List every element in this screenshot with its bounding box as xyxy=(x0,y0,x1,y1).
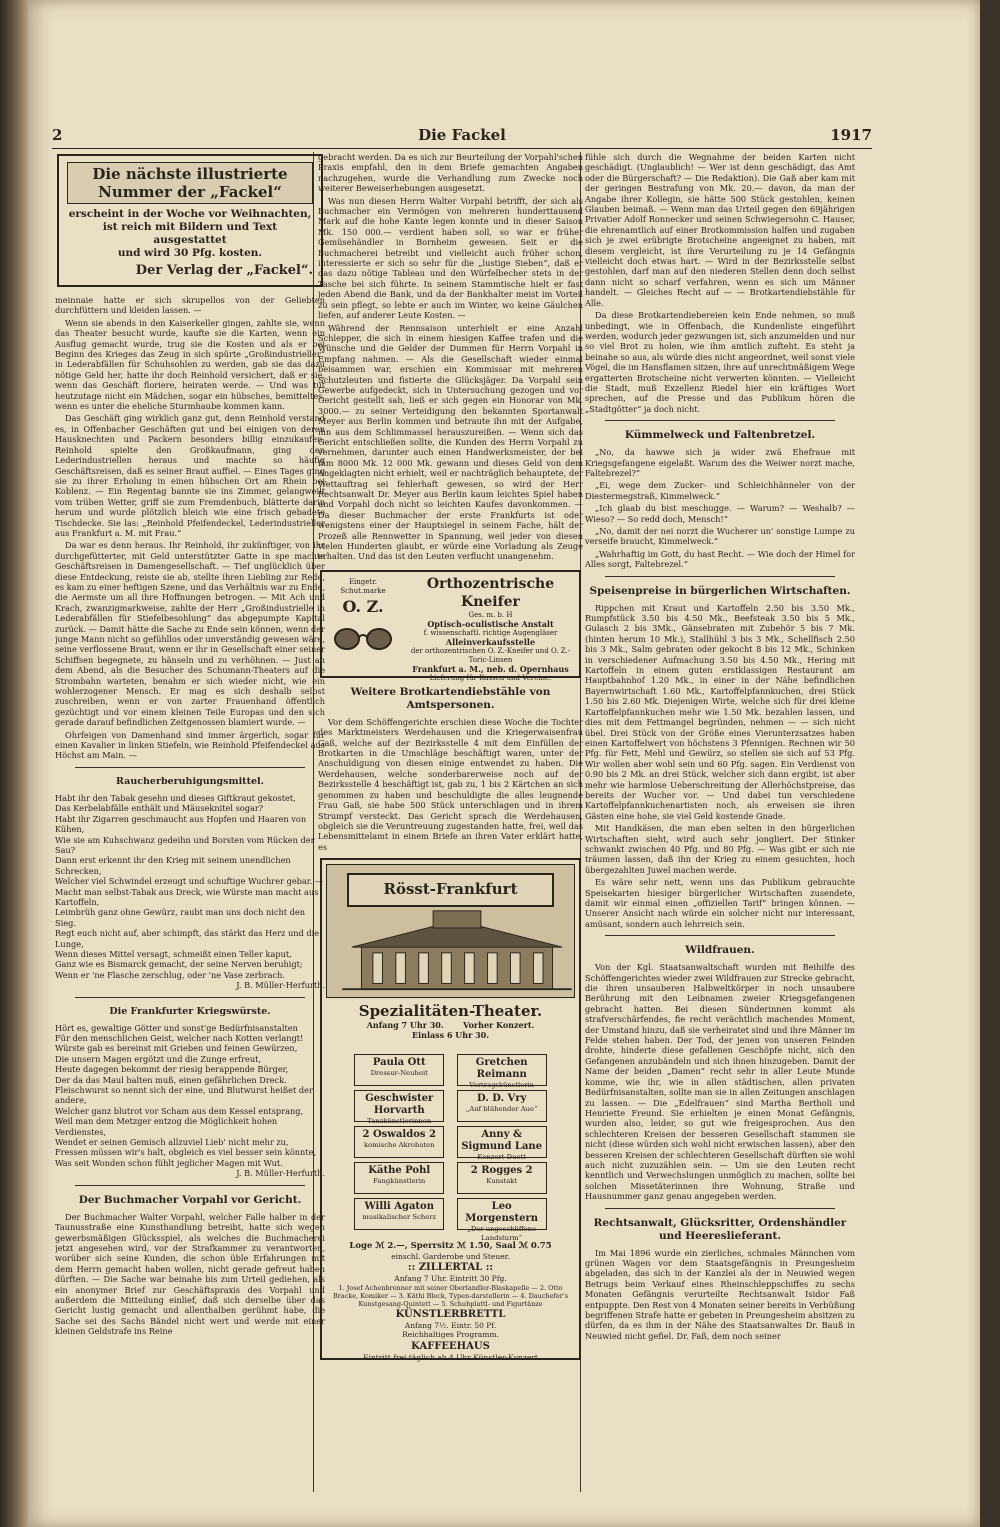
separator xyxy=(75,997,305,998)
act-name: D. D. Vry xyxy=(477,1093,527,1105)
paragraph: „No, da hawwe sich ja wider zwä Ehefraue mit Kriegsgefangene eigelaßt. Warum des die Weiwer norzt mache, Faltebrezel?“ xyxy=(585,447,855,478)
act-desc: Dressur-Neuheit xyxy=(370,1069,428,1078)
paragraph: Das Geschäft ging wirklich ganz gut, denn Reinhold verstand es, in Offenbacher Geschäften gut und bei einigen von deren Hausknechten und Packern besonders billig einzukaufen. Reinhold spielte den Großkaufmann, ging den Lederindustriellen heraus und machte so häufig Geschäftsreisen, daß es seiner Braut auffiel. — Eines Tages ging sie zu ihrer Erholung in einen hübschen Ort am Rhein bei Koblenz. — Ein Regentag bannte sie ins Zimmer, gelangweilt vom trüben Wetter, griff sie zum Fremdenbuch, blätterte darin herum und wurde plötzlich bleich wie eine frisch gebadete Tischdecke. Sie las: „Reinhold Pfeifendeckel, Lederindustrieller aus Frankfurt a. M. mit Frau.“ xyxy=(55,413,325,538)
kneifer-line: der orthozentrischen O. Z.-Kneifer und O. Z.-Toric-Linsen xyxy=(410,646,571,664)
act-name: Anny & Sigmund Lane xyxy=(461,1129,543,1153)
paragraph: Vor dem Schöffengerichte erschien diese Woche die Tochter des Marktmeisters Werdehausen und die Kriegerwaisenfrau Gaß, welche auf der Bezirksstelle 4 mit dem Einfüllen der Brotkarten in die Umschläge beschäftigt waren, unter der Anschuldigung von diesen einige entwendet zu haben. Die Werdehausen, welche sonderbarerweise noch auf der Bezirksstelle 4 beschäftigt ist, gab zu, 1 bis 2 Kärtchen an sich genommen zu haben und beschuldigte die alles leugnende Frau Gaß, sie habe 500 Stück unterschlagen und in ihrem Strumpf versteckt. Das Gericht sprach die Werdehausen, obgleich sie die Veruntreuung zugestanden hatte, frei, weil das Lebensmittelamt in einem Briefe an ihren Vater erklärt hatte, es xyxy=(318,716,583,852)
poem-line: Ganz wie es Bismarck gemacht, der seine Nerven beruhigt; xyxy=(55,959,303,970)
zillertal-times: Anfang 7 Uhr. Eintritt 30 Pfg. xyxy=(394,1274,507,1284)
theater-advertisement xyxy=(320,858,581,1360)
act-desc: Kunstakt xyxy=(486,1177,518,1186)
kneifer-line: Optisch-oculistische Anstalt xyxy=(427,618,554,629)
theater-footer xyxy=(326,1242,575,1362)
paragraph: Der Buchmacher Walter Vorpahl, welcher Falle halber in der Taunusstraße eine Kunsthandlung betreibt, hatte sich wegen gewerbsmäßigen Glücksspiel, als welches die Buchmacherei jetzt angesehen wird, vor der Strafkammer zu verantworten, worüber sich seine Kunden, die schon üble Erfahrungen mit dem Herrn gemacht haben wollen, nicht gerade gefreut haben dürften. — Die Sache war beinahe bis zum Urteil gediehen, als ein anonymer Brief zur Geschäftspraxis des Vorpahl und außerdem die Mitteilung einlief, daß sich derselbe über das Gericht lustig gemacht und allenthalben gerühmt habe, die Sache sei des Sachs Bändel nicht wert und werde mit einer kleinen Geldstrafe ins Reine xyxy=(55,1211,325,1337)
separator xyxy=(605,420,835,421)
paragraph: gebracht werden. Da es sich zur Beurteilung der Vorpahl'schen Praxis empfahl, den in dem Briefe gemachten Angaben nachzugehen, wurde die Verhandlung zum Zwecke noch weiterer Beweiserhebungen ausgesetzt. xyxy=(318,152,583,194)
zillertal-title: :: ZILLERTAL :: xyxy=(407,1262,494,1274)
paragraph: Es wäre sehr nett, wenn uns das Publikum gebrauchte Speisekarten hiesiger bürgerlicher Wirtschaften zusendete, damit wir einmal einen „offiziellen Tarif“ bringen können. — Unserer Ansicht nach würde ein solcher nicht nur interessant, amüsant, sondern auch lehrreich sein. xyxy=(585,877,855,929)
kaffeehaus-info: Eintritt frei täglich ab 4 Uhr Künstler-Konzert xyxy=(363,1352,538,1362)
year: 1917 xyxy=(830,126,872,144)
announcement-box xyxy=(57,154,323,287)
act-cell xyxy=(354,1198,444,1230)
separator xyxy=(605,935,835,936)
separator xyxy=(605,576,835,577)
act-cell xyxy=(354,1054,444,1086)
poem-line: Weil man dem Metzger entzog die Möglichkeit hohen Verdienstes, xyxy=(55,1116,278,1137)
separator xyxy=(75,767,305,768)
trademark-label: Eingetr. Schut.marke xyxy=(340,577,386,595)
poem-line: Welcher viel Schwindel erzeugt und schuftige Wuchrer gebar. — xyxy=(55,876,324,887)
poem xyxy=(55,793,325,980)
article-title: Der Buchmacher Vorpahl vor Gericht. xyxy=(78,1193,302,1206)
poem-line: Habt ihr Zigarren geschmaucht aus Hopfen und Haaren von Kühen, xyxy=(55,813,307,835)
kneifer-advertisement xyxy=(320,570,581,682)
page-number: 2 xyxy=(52,126,63,144)
separator xyxy=(605,1208,835,1209)
separator xyxy=(75,1185,305,1186)
column-2 xyxy=(318,152,583,1497)
kneifer-line: Lieferung für Kassen und Vereine. xyxy=(429,673,552,682)
act-desc: musikalischer Scherz xyxy=(362,1213,437,1222)
acts-grid xyxy=(348,1052,553,1243)
theater-banner: Rösst-Frankfurt xyxy=(347,873,554,907)
poem-line: Regt euch nicht auf, aber schimpft, das stärkt das Herz und die Lunge, xyxy=(55,928,320,949)
poem-line: Würste gab es bereinst mit Grieben und feinen Gewürzen, xyxy=(55,1043,298,1054)
act-name: Gretchen Reimann xyxy=(475,1057,528,1081)
paragraph: Was nun diesen Herrn Walter Vorpahl betrifft, der sich als Buchmacher ein Vermögen von mehreren hunderttausend Mark auf die hohe Kante legen konnte und in dieser Saison Mk. 150 000.— verdient haben soll, so war er früher Gemüsehändler in Bornheim gewesen. Seit er die Buchmacherei betreibt und vielleicht auch früher schon, interessierte er sich so sehr für die „lustige Sieben“, daß er das dazu nötige Tableau und den Würfelbecher stets in der Tasche bei sich führte. In seinem Stammtische hielt er fast jeden Abend die Bank, und da der Bankhalter meist im Vorteil zu sein pflegt, so lebte er auch im Winter, wo keine Gäulchen liefen, auf anderer Leute Kosten. — xyxy=(318,195,583,321)
theater-building-illustration xyxy=(326,864,575,998)
paragraph: Mit Handkäsen, die man eben selten in den bürgerlichen Wirtschaften sieht, wird auch sehr jongliert. Der Stinker schwankt zwischen 40 Pfg. und 80 Pfg. — Was gibt er sich nie träumen lassen, daß ihn der Krieg zu einem gesuchten, hoch übergezahlten Juwel machen werde. xyxy=(585,823,855,875)
paragraph: Ohrfeigen von Damenhand sind immer ärgerlich, sogar für einen Kavalier in linken Stiefeln, wie Reinhold Pfeifendeckel aus Höchst am Main. — xyxy=(55,729,325,761)
story-text xyxy=(55,295,325,761)
act-name: Käthe Pohl xyxy=(368,1165,431,1177)
theater-start: Anfang 7 Uhr 30. xyxy=(366,1020,444,1031)
theater-header xyxy=(326,1002,575,1040)
paragraph: Da diese Brotkartendiebereien kein Ende nehmen, so muß unbedingt, wie in Offenbach, die Kundenliste eingeführt werden, wodurch jeder gezwungen ist, sich anzumelden und nur so viel Brot zu holen, wie ihm amtlich zufteht. Es steht ja beinahe so aus, als würde dies nicht angeordnet, weil sonst viele Vögel, die im Hansflamen sitzen, ihre auf unrechtmäßigem Wege ergatterten Brotscheine nicht verwerten könnten. — Vielleicht die Stadt, muß Exzellenz Riedel hier ein kräftiges Wort sprechen, auf die Presse und das Publikum hören die „Stadtgötter“ ja doch nicht. xyxy=(585,310,855,414)
poem-line: Macht man selbst-Tabak aus Dreck, wie Würste man macht aus Kartoffeln, xyxy=(55,886,319,907)
poem-title: Raucherberuhigungsmittel. xyxy=(116,775,264,787)
poem-line: Dann erst erkennt ihr den Krieg mit seinem unendlichen Schrecken, xyxy=(55,855,291,876)
paragraph: Im Mai 1896 wurde ein zierliches, schmales Männchen vom grünen Wagen vor dem Staatsgefängnis in Preungesheim abgeladen, das sich in der Kanzlei als der in Neuwied wegen Betrugs beim Verkauf eines Rheinschleppschiffes zu sechs Monaten Gefängnis verurteilte Rechtsanwalt Isidor Faß entpuppte. Den Rest von 4 Monaten seiner bereits in Verbüßung begriffenen Strafe hatte er gebeten in Preungesheim absitzen zu dürfen, da es ihm in der Nähe des Staatsanwaltes Dr. Bauß in Neuwied nicht gefiel. Dr. Faß, dem noch seiner xyxy=(585,1247,855,1341)
kneifer-company: Ges. m. b. H xyxy=(468,610,513,619)
eyeglasses-icon xyxy=(332,626,394,652)
poem-line: Die unsern Magen ergötzt und die Zunge erfreut, xyxy=(55,1053,262,1064)
act-desc: „Auf blühender Aue“ xyxy=(465,1105,538,1114)
paragraph: fühle sich durch die Wegnahme der beiden Karten nicht geschädigt. (Unglaublich! — Wer ist denn geschädigt, das Amt oder die Bürgerschaft? — Die Redaktion). Die Gaß aber kam mit der geringen Bestrafung von Mk. 20.— davon, da man der Angabe ihrer Kollegin, sie hätte 500 Stück gestohlen, keinen Glauben beimaß. — Wenn man das Urteil gegen den 69jährigen Privatier Adolf Ronnecker und seinen Schwiegersohn C. Hauser, die ehrenamtlich auf einer Brotkommission halfen und zugaben sich je zwei erübrigte Brotscheine angeeignet zu haben, mit diesem vergleicht, ist ihre Verurteilung zu je 14 Gefängnis vielleicht doch etwas hart. — Wird in der Bezirksstelle selbst gestohlen, darf man auf den niederen Stellen denn doch selbst dann nicht so scharf verfahren, wenn es sich um Männer handelt. — Gleiches Recht auf — — Brotkartendiebstähle für Alle. xyxy=(585,152,855,308)
announcement-line: ist reich mit Bildern und Text ausgestattet xyxy=(102,221,278,246)
page-header xyxy=(52,126,872,148)
act-cell xyxy=(354,1090,444,1126)
act-name: 2 Rogges 2 xyxy=(470,1165,533,1177)
act-name: Paula Ott xyxy=(372,1057,426,1069)
kuenstlerbrettl-title: KÜNSTLERBRETTL xyxy=(395,1308,506,1320)
paragraph: „Wahrhaftig im Gott, du hast Recht. — Wie doch der Himel for Alles sorgt, Faltebrezel.“ xyxy=(585,548,855,570)
column-1 xyxy=(55,152,325,1497)
theater-entry: Einlass 6 Uhr 30. xyxy=(411,1030,490,1041)
kneifer-text xyxy=(406,575,575,683)
paragraph: Wenn sie abends in den Kaiserkeller gingen, zahlte sie, wenn das Theater besucht wurde, kaufte sie die Karten, wenn ein Ausflug gemacht wurde, trug sie die Kosten und als er bei Beginn des Krieges das Zeug in sich spürte „Großindustrieller“ in Lederabfällen für Schuhsohlen zu werden, gab sie das dazu nötige Geld her, hatte ihr doch Reinhold versichert, daß er sie, wenn das Geschäft floriere, heiraten werde. — Und was tut heutzutage nicht ein Mädchen, sogar ein hübsches, bemitteltes, wenn es unter die eheliche Sturmhaube kommen kann. xyxy=(55,317,325,412)
paragraph: „Ich glaab du bist meschugge. — Warum? — Weshalb? — Wieso? — So redd doch, Mensch!“ xyxy=(585,503,855,524)
act-name: Geschwister Horvarth xyxy=(365,1093,434,1117)
act-cell xyxy=(457,1054,547,1090)
act-name: Leo Morgenstern xyxy=(465,1201,539,1225)
kneifer-title: Orthozentrische Kneifer xyxy=(426,575,555,610)
act-cell xyxy=(457,1126,547,1162)
poem-line: Welcher ganz blutrot vor Scham aus dem Kessel entsprang, xyxy=(55,1105,304,1116)
act-desc: „Der ungeschliffene Landsturm“ xyxy=(467,1225,537,1243)
book-binding xyxy=(0,0,28,1527)
act-name: Willi Agaton xyxy=(364,1201,434,1213)
paragraph: Da war es denn heraus. Ihr Reinhold, ihr zukünftiger, von ihr durchgefütterter, mit Geld unterstützter Gatte in spe machte Geschäftsreisen in Damengesellschaft. — Tief unglücklich über diese Entdeckung, reiste sie ab, stellte ihren Liebling zur Rede, es kam zu einer heftigen Szene, und das Verhältnis war zu Ende, die Aermste um all ihre Hoffnungen betrogen. — Mit Ach und Krach, zwanzigmarkweise, zahlte der Herr „Großindustrielle in Lederabfällen für Stiefelbesohlung“ das abgepumpte Kapital zurück. — Damit hätte die Sache zu Ende sein können, wenn der junge Mann nicht so gefühllos oder unverständig gewesen wäre, seine verflossene Braut, wenn er ihr in Gesellschaft einer seiner Schiffsen begegnete, zu hänseln und zu verhöhnen. — Just an dem Abend, als die Besucher des Schumann-Theaters auf die Strombahn warteten, benahm er sich wieder nicht, wie ein wohlerzogener Mensch. Er mag es sich deshalb selbst zuschreiben, wenn er von zarter Frauenhand öffentlich gezüchtigt und vor einem kleinen Teile Europas und den sich gerade darauf befindlichen Zeitgenossen blamiert wurde. — xyxy=(55,540,325,728)
act-desc: Vortragskünstlerin xyxy=(469,1081,534,1090)
poem-line: Fressen müssen wir's halt, obgleich es viel besser sein könnte, xyxy=(55,1147,317,1158)
article-title: Wildfrauen. xyxy=(685,944,755,957)
poem-line: Wenn er 'ne Flasche zerschlug, oder 'ne Vase zerbrach. xyxy=(55,969,285,980)
poem-line: Der da das Maul halten muß, einen gefährlichen Dreck. xyxy=(55,1074,287,1085)
kneifer-line: Alleinverkaufsstelle xyxy=(445,636,536,647)
poem-line: Heute dagegen bekommt der riesig berappende Bürger, xyxy=(55,1064,289,1075)
act-cell xyxy=(457,1198,547,1243)
act-name: 2 Oswaldos 2 xyxy=(362,1129,436,1141)
kaffeehaus-title: KAFFEEHAUS xyxy=(411,1340,490,1352)
trademark-mark: O. Z. xyxy=(342,596,384,616)
announcement-title: Die nächste illustrierte Nummer der „Fackel“ xyxy=(67,162,313,204)
poem-line: Habt ihr den Tabak gesehn und dieses Giftkraut gekostet, xyxy=(55,792,296,803)
poem-line: Das Kerbelabfälle enthält und Mäuseknitel sogar? xyxy=(55,803,264,814)
announcement-line: und wird 30 Pfg. kosten. xyxy=(117,247,263,259)
article-title: Speisenpreise in bürgerlichen Wirtschaften. xyxy=(589,584,851,597)
theater-title: Spezialitäten-Theater. xyxy=(358,1002,543,1021)
paragraph: „No, damit der nei norzt die Wucherer un' sonstige Lumpe zu verseife braucht, Kimmelweck.“ xyxy=(585,526,855,547)
poem-line: Wie sie am Kuhschwanz gedeihn und Borsten vom Rücken der Sau? xyxy=(55,834,315,855)
kneifer-line: f. wissenschaftl. richtige Augengläser xyxy=(423,628,558,637)
paragraph: Rippchen mit Kraut und Kartoffeln 2.50 bis 3.50 Mk., Rumpfstück 3.50 bis 4.50 Mk., Beefsteak 3.50 bis 5 Mk., Gulasch 2 bis 3Mk., Gänsebraten mit Zubehör 5 bis 7 Mk. (hinten herum 10 Mk.), Stallhühl 3 bis 3 Mk., Schellfisch 2.50 bis 3 Mk., Salm gebraten oder gekocht 8 bis 12 Mk., Schinken in verschiedener Aufmachung 3.50 bis 4.50 Mk., Hering mit Kartoffeln in einem guten erstklassigen Restaurant am Hauptbahnhof 1.20 Mk., in einer in der Nähe befindlichen Bayernwirtschaft 1.60 Mk., Kartoffelpfannkuchen, drei Stück 1.50 bis 2.60 Mk. Diejenigen Wirte, welche sich für drei kleine Kartoffelpfannkuchen mehr wie 1.50 Mk. bezahlen lassen, und dies mit dem Fettmangel begründen, nehmen — — sich nicht übel. Drei Stück von der Größe eines Vierunterzsatzes haben einen Kartoffelwert von höchstens 3 Pfennigen. Rechnen wir 50 Pfg. für Fett, Mehl und Gewürz, so stellen sie sich auf 53 Pfg. Wir wollen aber wohl sein und 60 Pfg. sagen. Ein Verdienst von 0.90 bis 2 Mk. an drei Stück, welcher sich dann ergibt, ist aber mehr wie harmlose Ueberschreitung der Allerhöchstpreise, das bereits der Wucher vor. — Und dabei tun verschiedene Kartoffelpfannkuchenartisten noch, als erweisen sie ihren Gästen eine hohe, sie viel Geld kostende Gnade. xyxy=(585,602,855,821)
article-title: Rechtsanwalt, Glücksritter, Ordenshändler und Heereslieferant. xyxy=(593,1216,847,1242)
announcement-line: erscheint in der Woche vor Weihnachten, xyxy=(68,208,312,220)
act-desc: Fangkünstlerin xyxy=(373,1177,426,1186)
column-3 xyxy=(585,152,855,1497)
act-cell xyxy=(354,1126,444,1158)
article-title: Weitere Brotkartendiebstähle von Amtspersonen. xyxy=(350,685,551,711)
announcement-signature: Der Verlag der „Fackel“. xyxy=(135,263,313,278)
poem-line: Hört es, gewaltige Götter und sonst'ge Bedürfnisanstalten xyxy=(55,1022,298,1033)
theater-prices: Loge ℳ 2.—, Sperrsitz ℳ 1.50, Saal ℳ 0.75 xyxy=(349,1241,552,1252)
paragraph: Während der Rennsaison unterhielt er eine Anzahl Schlepper, die sich in einem hiesigen Kaffee trafen und die Wünsche und die Gelder der Dummen für Herrn Vorpahl in Empfang nahmen. — Als die Gesellschaft wieder einmal beisammen war, erschien ein Kommissar mit mehreren Schutzleuten und fistierte die Glücksjäger. Da Vorpahl sein Gewerbe aufgedeckt, sich in Untersuchung gezogen und vor Gericht gestellt sah, ließ er sich gegen ein Honorar von Mk. 3000.— zu seiner Verteidigung den bekannten Sportanwalt Meyer aus Berlin kommen und betraute ihn mit der Aufgabe, ihn aus dem Schlimmassel herauszureißen. — Wenn sich das Gericht entschließen sollte, die Kunden des Herrn Vorpahl zu vernehmen, darunter auch einen Handwerksmeister, der bei ihm 8000 Mk. 12 000 Mk. gewann und dieses Geld von dem Angeklagten nicht erhielt, weil er nachträglich behauptete, der Wettauftrag sei fehlerhaft gewesen, so wird der Herr Rechtsanwalt Dr. Meyer aus Berlin kaum leichtes Spiel haben und Vorpahl doch nicht so leichten Kaufes davonkommen. — Da dieser Buchmacher der erste Frankfurts ist oder wenigstens einer der Hauptsiegel in seinem Fache, hält der Prozeß alle Rennwetter in Spannung, weil jeder von diesen vielen Hunderten glaubt, er würde eine Vorladung als Zeuge erhalten. Und das ist den Leuten verflucht unangenehm. xyxy=(318,322,583,562)
poem-line: Fleischwurst so nennt sich der eine, und Blutwurst heißet der andere, xyxy=(55,1085,313,1106)
poem-line: Leimbrüh ganz ohne Gewürz, raubt man uns doch nicht den Sieg. xyxy=(55,907,306,928)
theater-building-icon xyxy=(337,907,577,993)
poem-title: Die Frankfurter Kriegswürste. xyxy=(109,1005,271,1017)
trademark xyxy=(326,578,400,618)
kneifer-line: Frankfurt a. M., neb. d. Opernhaus xyxy=(412,663,569,674)
paragraph: meinnaie hatte er sich skrupellos von der Geliebten durchfüttern und kleiden lassen. — xyxy=(55,295,325,316)
kuenstlerbrettl-program: Reichhaltiges Programm. xyxy=(402,1330,499,1340)
theater-times xyxy=(326,1020,575,1030)
act-cell xyxy=(457,1090,547,1122)
poem-line: Wendet er seinen Gemisch allzuviel Lieb' nicht mehr zu, xyxy=(55,1137,289,1148)
poem-line: Was seit Wonden schon fühlt jeglicher Magen mit Wut. xyxy=(55,1157,283,1168)
article-title: Kümmelweck und Faltenbretzel. xyxy=(624,429,816,442)
act-desc: komische Akrobaten xyxy=(363,1141,435,1150)
poem-signature: J. B. Müller-Herfurth. xyxy=(236,980,325,991)
poem-line: Für den menschlichen Geist, welcher nach Kotten verlangt! xyxy=(55,1033,304,1043)
header-rule xyxy=(52,148,872,149)
zillertal-program: 1. Josef Achenbrenner mit seiner Oberlandler-Blaskapelle — 2. Otto Bracke, Komiker — 3. Käthi Bleck, Typen-darstellerin — 4. Dauchefer's Kunstgesang-Quintett — 5. Schuhplattl- und Figurtänze xyxy=(332,1283,569,1308)
newspaper-page xyxy=(28,0,980,1527)
act-cell xyxy=(354,1162,444,1194)
act-desc: Konzert-Duett xyxy=(477,1153,526,1162)
theater-pre: Vorher Konzert. xyxy=(463,1020,535,1031)
act-desc: Tanzkünstlerinnen xyxy=(367,1117,432,1126)
paragraph: „Ei, wege dem Zucker- und Schleichhänneler von der Diestermegstraß, Kimmelweck.“ xyxy=(585,480,855,501)
poem-line: Wenn dieses Mittel versagt, schmeißt einen Teller kaput, xyxy=(55,948,292,959)
masthead: Die Fackel xyxy=(418,126,506,144)
paragraph: Von der Kgl. Staatsanwaltschaft wurden mit Beihilfe des Schöffengerichtes wieder zwei Wildfrauen zur Strecke gebracht, die ihren unsauberen Halbweltkörper in noch unsaubere Berührung mit den Leibnamen zweier Kriegsgefangenen gebracht hatten. Bei diesen Sünderinnen kommt als strafverschärfendes, fie recht verächtlich machendes Moment, der Umstand hinzu, daß sie verheiratet sind und ihre Männer im Felde stehen haben. Der Tod, der jenen von unseren Feinden drohte, hinderte diese gefallenen Geschöpfe nicht, sich den Gefangenen anzubändeln und sich ihnen hinzugeben. Damit der Name der beiden „Damen“ recht sehr in aller Leute Munde komme, wie ihr, wie in allen städtischen, allen privaten Bedürfnisanstalten, sollte man sie in allen Zeitungen anschlagen zu lassen. — Die „Edelfrauen“ sind Martha Bertholi und Henriette Freund. Sie erhielten je einen Monat Gefängnis, wurden also, leider, so gut wie freigesprochen. Aus den schlechteren Kreisen der besseren Gesellschaft stammen sie nicht (diese würden sich wohl nicht erwischen lassen), aber den besseren Kreisen der schlechteren Gesellschaft dürften sie wohl auch nicht zuzuzählen sein. — Um sie den Leuten recht kenntlich und Verwechslungen unmöglich zu machen, sollte bei solchen Missetäterinnen ihre Wohnung, Straße und Hausnummer ganz genau angegeben werden. xyxy=(585,962,855,1202)
act-cell xyxy=(457,1162,547,1194)
kuenstlerbrettl-times: Anfang 7½. Eintr. 50 Pf. xyxy=(404,1320,497,1330)
poem xyxy=(55,1023,325,1169)
poem-signature: J. B. Müller-Herfurth. xyxy=(236,1168,325,1179)
theater-prices-note: einschl. Garderobe und Steuer. xyxy=(391,1251,510,1261)
